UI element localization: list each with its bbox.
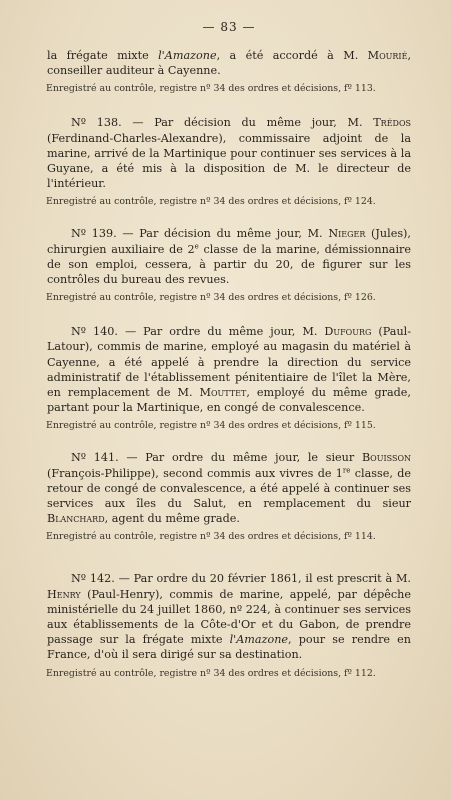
text-run: la frégate mixte	[47, 49, 159, 62]
ship-name: l'Amazone	[158, 49, 217, 62]
text-run: , pour se rendre en France, d'où il sera dirigé sur sa destination.	[47, 633, 411, 662]
text-run: classe, de retour de congé de convalescence, a été appelé à continuer ses services aux îles du Salut, en remplacement du sieur	[47, 466, 411, 511]
text-run: , agent du même grade.	[104, 512, 240, 526]
text-run: , conseiller auditeur à Cayenne.	[47, 49, 411, 78]
entry-body	[47, 324, 411, 415]
text-run: Nº 142. — Par ordre du 20 février 1861, il est prescrit à M.	[71, 572, 411, 586]
entry-141	[47, 450, 411, 543]
text-run: (François-Philippe), second commis aux vivres de 1	[47, 466, 343, 480]
person-name: Mouttet	[199, 386, 247, 400]
person-name: Henry	[47, 587, 81, 601]
spacer	[47, 304, 411, 324]
entry-139	[47, 226, 411, 304]
registry-note: Enregistré au contrôle, registre nº 34 des ordres et décisions, fº 124.	[46, 196, 376, 208]
person-name: Mourié	[367, 49, 408, 62]
ordinal-suffix: re	[342, 465, 351, 474]
entry-body	[47, 115, 411, 191]
spacer	[47, 208, 411, 226]
text-run: (Ferdinand-Charles-Alexandre), commissaire adjoint de la marine, arrivé de la Martinique pour continuer ses services à la Guyane, a été mis à la disposition de M. le directeur de l'intérieur.	[47, 131, 411, 191]
text-run: (Paul-Henry), commis de marine, appelé, par dépêche ministérielle du 24 juillet 1860, nº 224, à continuer ses services aux établissements de la Côte-d'Or et du Gabon, de prendre passage sur la frégate mixte	[47, 587, 411, 647]
text-run: , a été accordé à M.	[216, 49, 368, 62]
text-run: classe de la marine, démissionnaire de son emploi, cessera, à partir du 20, de figurer sur les contrôles du bureau des revues.	[47, 242, 411, 287]
text-run: (Paul-Latour), commis de marine, employé au magasin du matériel à Cayenne, a été appelé à prendre la direction du service administratif de l'établissement pénitentiaire de l'îlet la Mère, en remplacement de M.	[47, 325, 412, 400]
text-run: Nº 140. — Par ordre du même jour, M.	[71, 325, 325, 339]
person-name: Bouisson	[361, 451, 411, 465]
entry-continuation	[47, 48, 411, 95]
entry-142	[47, 571, 411, 679]
spacer	[47, 95, 411, 115]
entry-140	[47, 324, 411, 432]
page-number: — 83 —	[202, 20, 256, 34]
spacer	[47, 543, 411, 571]
spacer	[47, 432, 411, 450]
registry-note: Enregistré au contrôle, registre nº 34 des ordres et décisions, fº 115.	[46, 420, 376, 432]
person-name: Nieger	[328, 227, 366, 241]
text-run: Nº 141. — Par ordre du même jour, le sieur	[71, 451, 362, 465]
ordinal-suffix: e	[194, 241, 199, 250]
text-run: (Jules), chirurgien auxiliaire de 2	[47, 227, 411, 256]
person-name: Trédos	[373, 116, 411, 130]
entry-body	[47, 450, 411, 526]
registry-note: Enregistré au contrôle, registre nº 34 des ordres et décisions, fº 113.	[46, 83, 376, 95]
text-run: Nº 138. — Par décision du même jour, M.	[71, 116, 374, 130]
registry-note: Enregistré au contrôle, registre nº 34 des ordres et décisions, fº 112.	[46, 667, 376, 679]
text-run: Nº 139. — Par décision du même jour, M.	[71, 227, 329, 241]
person-name: Blanchard	[47, 512, 105, 526]
registry-note: Enregistré au contrôle, registre nº 34 des ordres et décisions, fº 126.	[46, 292, 376, 304]
entry-body	[47, 226, 411, 287]
entry-body	[47, 48, 411, 78]
person-name: Dufourg	[324, 325, 372, 339]
entry-138	[47, 115, 411, 208]
ship-name: l'Amazone	[229, 633, 289, 647]
text-run: , employé du même grade, partant pour la Martinique, en congé de convalescence.	[47, 386, 411, 415]
registry-note: Enregistré au contrôle, registre nº 34 des ordres et décisions, fº 114.	[46, 531, 376, 543]
entry-body	[47, 571, 411, 662]
